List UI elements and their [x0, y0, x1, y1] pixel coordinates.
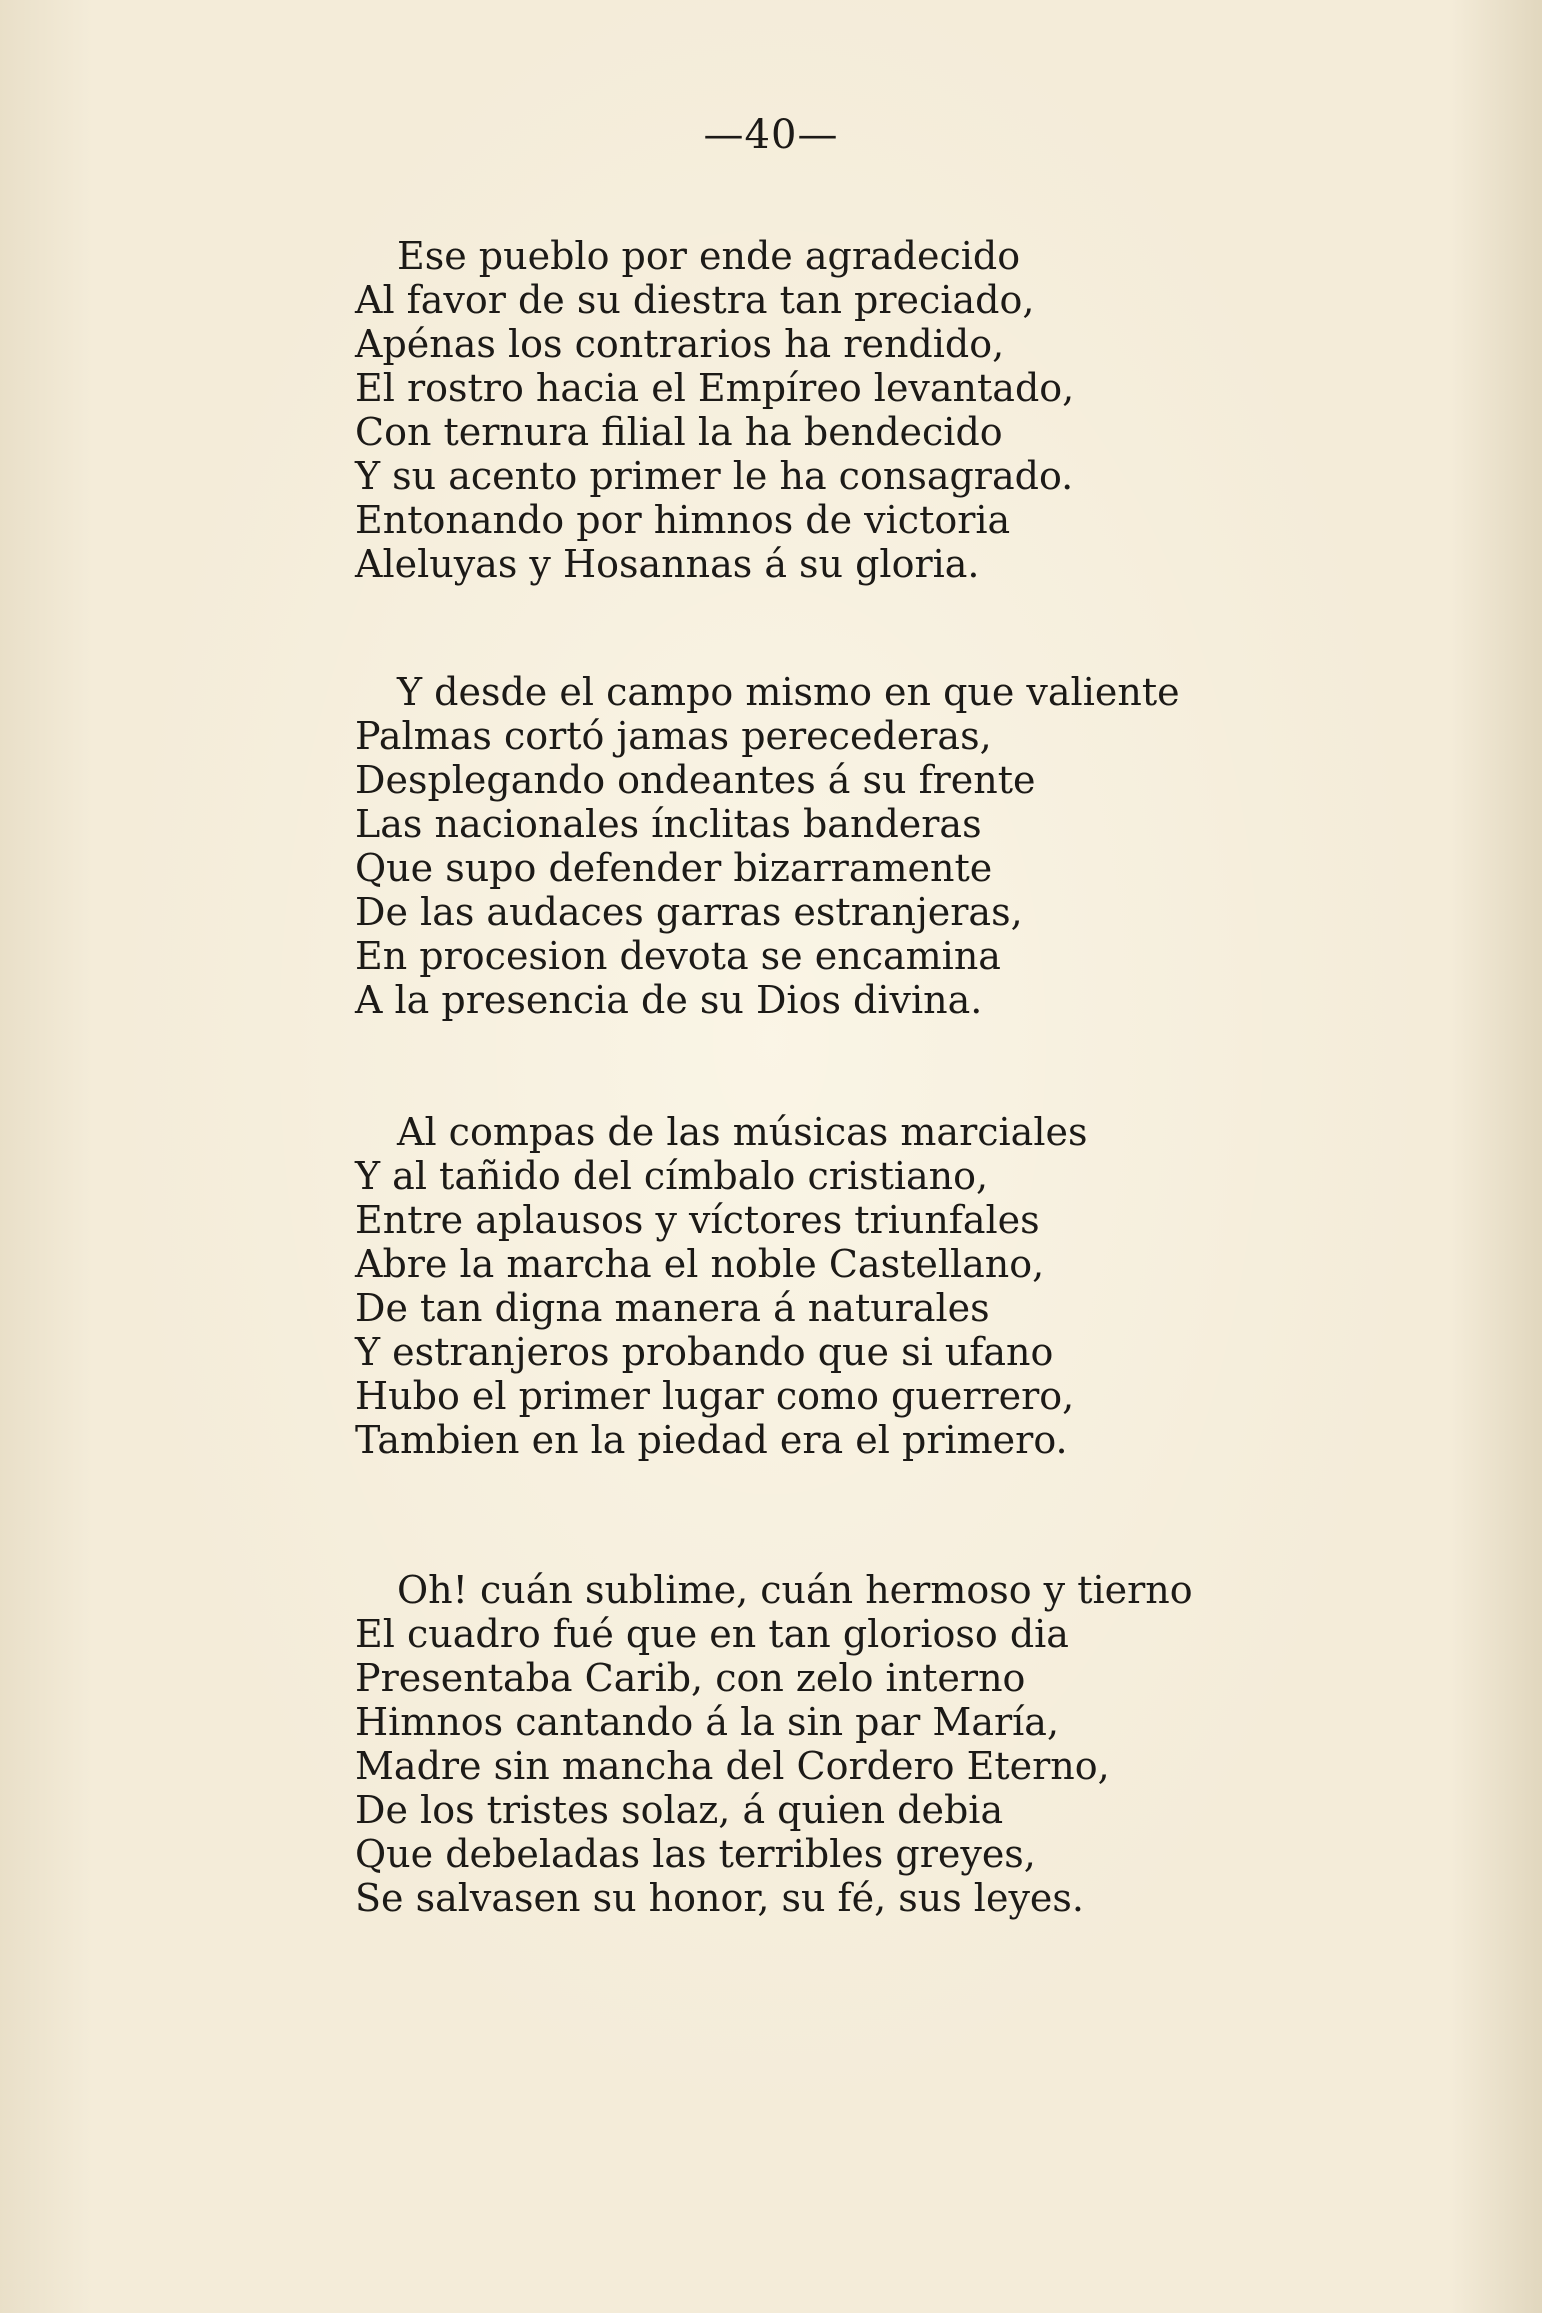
- verse-line: Hubo el primer lugar como guerrero,: [355, 1374, 1075, 1418]
- stanza-4: [355, 1568, 1255, 1920]
- verse-line: Ese pueblo por ende agradecido: [397, 234, 1021, 278]
- verse-line: De los tristes solaz, á quien debia: [355, 1788, 1004, 1832]
- verse-line: Se salvasen su honor, su fé, sus leyes.: [355, 1876, 1084, 1920]
- verse-line: Oh! cuán sublime, cuán hermoso y tierno: [397, 1568, 1193, 1612]
- verse-line: De las audaces garras estranjeras,: [355, 890, 1023, 934]
- verse-line: Que debeladas las terribles greyes,: [355, 1832, 1036, 1876]
- verse-line: Y desde el campo mismo en que valiente: [397, 670, 1180, 714]
- verse-line: Las nacionales ínclitas banderas: [355, 802, 982, 846]
- verse-line: Que supo defender bizarramente: [355, 846, 993, 890]
- stanza-3: [355, 1110, 1255, 1462]
- page-number: —40—: [703, 112, 839, 158]
- verse-line: Palmas cortó jamas perecederas,: [355, 714, 992, 758]
- verse-line: Y al tañido del címbalo cristiano,: [355, 1154, 989, 1198]
- verse-line: Apénas los contrarios ha rendido,: [355, 322, 1005, 366]
- stanza-1: [355, 234, 1255, 586]
- verse-line: Con ternura filial la ha bendecido: [355, 410, 1003, 454]
- verse-line: Entre aplausos y víctores triunfales: [355, 1198, 1040, 1242]
- verse-line: Y estranjeros probando que si ufano: [355, 1330, 1054, 1374]
- verse-line: Entonando por himnos de victoria: [355, 498, 1011, 542]
- verse-line: A la presencia de su Dios divina.: [355, 978, 983, 1022]
- stanza-2: [355, 670, 1255, 1022]
- verse-line: Al favor de su diestra tan preciado,: [355, 278, 1035, 322]
- verse-line: De tan digna manera á naturales: [355, 1286, 990, 1330]
- verse-line: Presentaba Carib, con zelo interno: [355, 1656, 1026, 1700]
- verse-line: Aleluyas y Hosannas á su gloria.: [355, 542, 980, 586]
- verse-line: El cuadro fué que en tan glorioso dia: [355, 1612, 1069, 1656]
- verse-line: Al compas de las músicas marciales: [397, 1110, 1088, 1154]
- verse-line: El rostro hacia el Empíreo levantado,: [355, 366, 1075, 410]
- verse-line: Abre la marcha el noble Castellano,: [355, 1242, 1045, 1286]
- verse-line: En procesion devota se encamina: [355, 934, 1001, 978]
- verse-line: Himnos cantando á la sin par María,: [355, 1700, 1060, 1744]
- verse-line: Madre sin mancha del Cordero Eterno,: [355, 1744, 1110, 1788]
- verse-line: Y su acento primer le ha consagrado.: [355, 454, 1074, 498]
- verse-line: Tambien en la piedad era el primero.: [355, 1418, 1068, 1462]
- verse-line: Desplegando ondeantes á su frente: [355, 758, 1036, 802]
